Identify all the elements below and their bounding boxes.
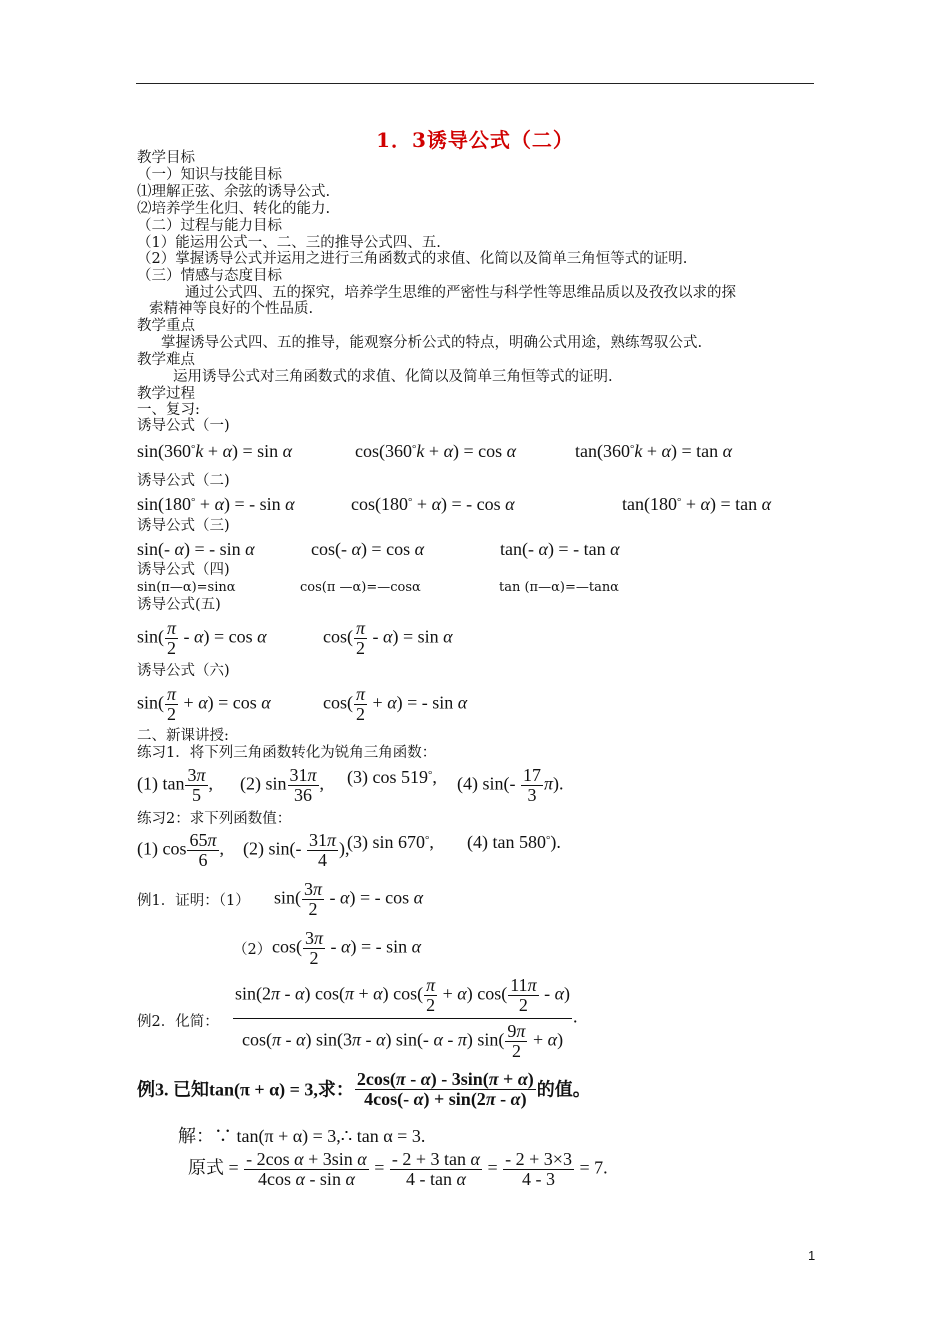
emotion-goal-line-1: 通过公式四、五的探究，培养学生思维的严密性与科学性等思维品质以及孜孜以求的探 xyxy=(185,285,736,301)
goals-heading: 教学目标 xyxy=(137,150,195,166)
example-3-label: 例3. 已知tan(π + α) = 3,求： xyxy=(137,1079,354,1100)
page-number: 1 xyxy=(808,1248,816,1263)
process-heading: 教学过程 xyxy=(137,386,195,402)
formula-4-tan: tan (π—α)=—tanα xyxy=(499,580,619,595)
emotion-goal-line-2: 索精神等良好的个性品质. xyxy=(149,301,314,317)
example-2-label: 例2．化简： xyxy=(137,1014,219,1030)
solution-result: 原式 = $\frac{\text{- 2cos α + 3sin α}}{\text{4cos α - sin α}}$ = $\frac{\text{- 2 + 3 tan α}}{\text{4 - tan α}}$ = $\frac{- 2 + 3\times 3}{4 - 3}$ = 7. xyxy=(188,1149,608,1189)
key-points-heading: 教学重点 xyxy=(137,318,195,334)
formula-4-heading: 诱导公式（四) xyxy=(137,562,230,578)
exercise-1-heading: 练习1．将下列三角函数转化为锐角三角函数： xyxy=(137,745,437,761)
process-goal-2: （2）掌握诱导公式并运用之进行三角函数式的求值、化简以及简单三角恒等式的证明. xyxy=(137,251,688,267)
knowledge-goal-1: ⑴理解正弦、余弦的诱导公式. xyxy=(137,184,331,200)
example-1-formula-1: sin( $\frac{3\pi}{2}$ - α) = - cos α xyxy=(274,879,424,919)
page-title: 1．3诱导公式（二） xyxy=(376,128,574,152)
process-goals-heading: （二）过程与能力目标 xyxy=(137,218,282,234)
emotion-goals-heading: （三）情感与态度目标 xyxy=(137,268,282,284)
formula-3-heading: 诱导公式（三) xyxy=(137,518,230,534)
example-1-label: 例1．证明：（1） xyxy=(137,893,250,909)
formula-4-sin: sin(π—α)=sinα xyxy=(137,580,236,595)
example-1-label-2: （2） xyxy=(233,942,272,958)
formula-2-heading: 诱导公式（二) xyxy=(137,473,230,489)
example-3-row: 例3. 已知tan(π + α) = 3,求： $\frac{2\cos(\pi - \alpha) - 3\sin(\pi + \alpha)}{4\cos(- \alpha) + \sin(2\pi - \alpha)}$ 的值。 xyxy=(137,1069,591,1109)
review-heading: 一、复习: xyxy=(137,402,200,418)
formula-4-cos: cos(π —α)=—cosα xyxy=(300,580,421,595)
knowledge-goals-heading: （一）知识与技能目标 xyxy=(137,167,282,183)
header-rule xyxy=(136,83,814,84)
new-lesson-heading: 二、新课讲授: xyxy=(137,728,229,744)
knowledge-goal-2: ⑵培养学生化归、转化的能力. xyxy=(137,201,331,217)
key-points-text: 掌握诱导公式四、五的推导，能观察分析公式的特点，明确公式用途，熟练驾驭公式. xyxy=(161,335,703,351)
example-3-suffix: 的值。 xyxy=(536,1079,591,1100)
process-goal-1: （1）能运用公式一、二、三的推导公式四、五. xyxy=(137,235,441,251)
exercise-2-heading: 练习2：求下列函数值： xyxy=(137,811,292,827)
solution-prefix: 原式 = xyxy=(188,1157,239,1178)
solution-line: 解：∵ tan(π + α) = 3,∴ tan α = 3. xyxy=(178,1126,426,1146)
formula-6-heading: 诱导公式（六) xyxy=(137,663,230,679)
difficulty-heading: 教学难点 xyxy=(137,352,195,368)
formula-5-heading: 诱导公式(五) xyxy=(137,597,221,613)
example-1-formula-2: cos( $\frac{3\pi}{2}$ - α) = - sin α xyxy=(272,928,422,968)
formula-1-heading: 诱导公式（一) xyxy=(137,418,230,434)
difficulty-text: 运用诱导公式对三角函数式的求值、化简以及简单三角恒等式的证明. xyxy=(173,369,613,385)
example-2-expression: sin(2π - α) cos(π + α) cos( $\frac{\pi}{2}$ + α) cos( $\frac{11\pi}{2}$ - α) cos(π - α) sin(3π - α) sin(- α - π) sin( $\frac{9\pi}{2}$ + α) . xyxy=(235,975,578,1061)
